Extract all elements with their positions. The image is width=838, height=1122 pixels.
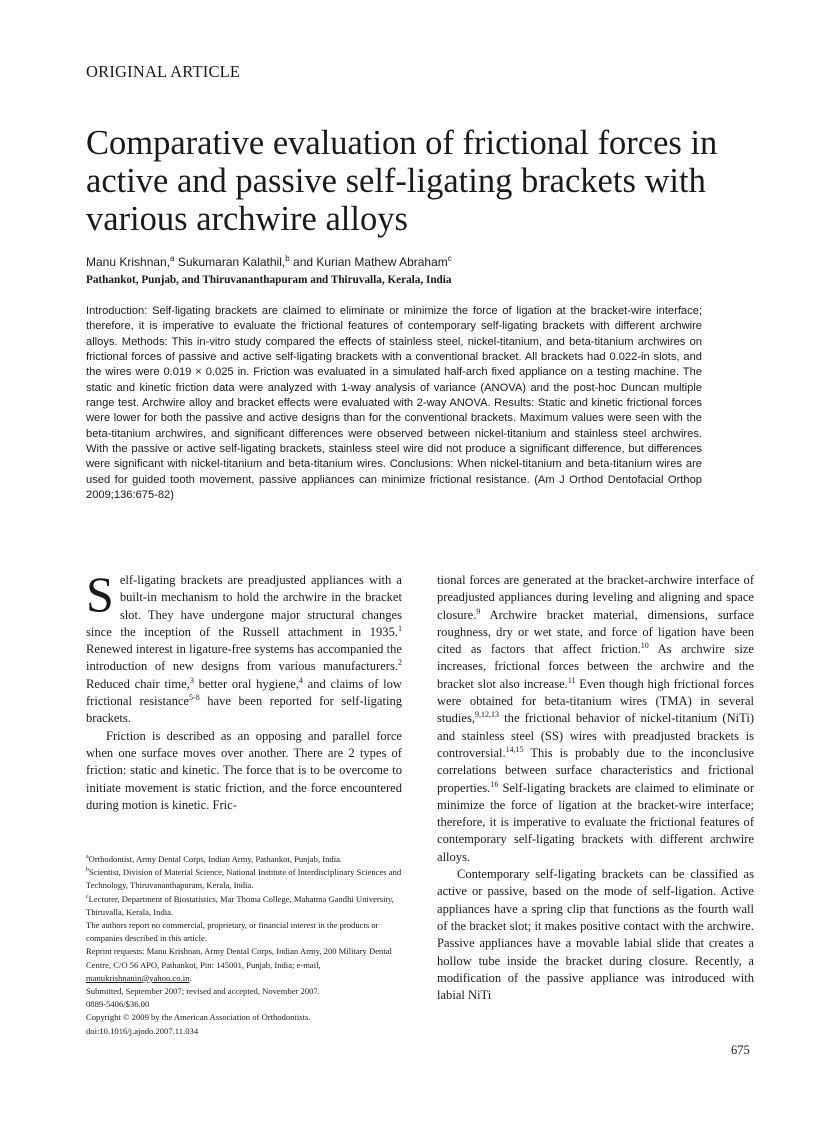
citation-ref: 3 — [189, 675, 194, 685]
reprint-text-end: . — [189, 972, 192, 983]
reprint-text: Reprint requests: Manu Krishnan, Army Dental Corps, Indian Army, 200 Military Dental Centre, C/O 56 APO, Pathankot, Pin: 145001, Punjab, India; e-mail, — [86, 946, 392, 970]
body-column-left — [86, 566, 402, 814]
issn-price: 0889-5406/$36.00 — [86, 999, 150, 1010]
page-number: 675 — [731, 1043, 750, 1057]
text-run: better oral hygiene, — [193, 676, 299, 691]
author-name: Sukumaran Kalathil, — [174, 255, 286, 269]
text-run: Friction is described as an opposing and parallel force when one surface moves over another. There are 2 types of friction: static and kinetic. The force that is to be overcome to initiate movement is static friction, and the force encountered during motion is kinetic. Fric- — [86, 728, 402, 812]
citation-ref: 9 — [476, 606, 481, 616]
citation-ref: 10 — [640, 641, 649, 651]
footnote-c — [86, 893, 404, 919]
affiliation-mark: b — [285, 254, 290, 263]
paragraph-friction — [86, 728, 402, 814]
citation-ref: 5-8 — [189, 693, 200, 703]
paragraph-continued — [437, 572, 754, 866]
citation-ref: 9,12,13 — [475, 710, 499, 720]
author-email-link[interactable]: manukrishnanin@yahoo.co.in — [86, 972, 190, 983]
footnote-mark: c — [86, 893, 89, 900]
footnote-text: Orthodontist, Army Dental Corps, Indian Army, Pathankot, Punjab, India. — [88, 854, 343, 864]
citation-ref: 2 — [398, 658, 402, 668]
text-run: the frictional behavior of nickel-titanium (NiTi) and stainless steel (SS) wires with preadjusted brackets is controversial. — [437, 711, 754, 760]
footnote-mark: a — [86, 854, 89, 860]
text-run: tional forces are generated at the bracket-archwire interface of preadjusted appliances during leveling and aligning and space closure. — [437, 573, 754, 622]
text-run: Reduced chair time, — [86, 676, 190, 691]
author-list — [86, 255, 452, 269]
doi-line: doi:10.1016/j.ajodo.2007.11.034 — [86, 1025, 199, 1036]
text-run: Contemporary self-ligating brackets can be classified as active or passive, based on the mode of self-ligation. Active appliances have a spring clip that functions as the fourth wall of the bracket slot; it makes positive contact with the archwire. Passive appliances have a movable labial slide that creates a hollow tube inside the bracket during closure. Recently, a modification of the passive appliance was introduced with labial NiTi — [437, 867, 754, 1003]
citation-ref: 4 — [298, 675, 303, 685]
text-run: Renewed interest in ligature-free systems has accompanied the introduction of new designs from various manufacturers. — [86, 642, 402, 674]
section-label: ORIGINAL ARTICLE — [86, 62, 241, 81]
citation-ref: 1 — [398, 623, 402, 633]
text-run: have been reported for self-ligating brackets. — [86, 694, 402, 726]
paragraph-intro — [86, 566, 402, 728]
author-name: and Kurian Mathew Abraham — [289, 255, 448, 269]
citation-ref: 14,15 — [505, 744, 524, 754]
paragraph-classification — [437, 866, 754, 1004]
affiliation-mark: a — [170, 254, 175, 263]
text-run: Archwire bracket material, dimensions, surface roughness, dry or wet state, and force of ligation have been cited as factors that affect friction. — [437, 607, 754, 657]
article-title: Comparative evaluation of frictional forces in active and passive self-ligating brackets with various archwire alloys — [86, 124, 718, 238]
footnote-b — [86, 866, 404, 892]
citation-ref: 11 — [567, 675, 576, 685]
disclosure-note: The authors report no commercial, proprietary, or financial interest in the products or companies described in this article. — [86, 920, 379, 944]
abstract: Introduction: Self-ligating brackets are claimed to eliminate or minimize the force of ligation at the bracket-wire interface; therefore, it is imperative to evaluate the frictional features of contemporary self-ligating brackets with different archwire alloys. Methods: This in-vitro study compared the effects of stainless steel, nickel-titanium, and beta-titanium archwires on frictional forces of passive and active self-ligating brackets with a conventional bracket. All brackets had 0.022-in slots, and the wires were 0.019 × 0.025 in. Friction was evaluated in a simulated half-arch fixed appliance on a testing machine. The static and kinetic friction data were analyzed with 1-way analysis of variance (ANOVA) and the post-hoc Duncan multiple range test. Archwire alloy and bracket effects were evaluated with 2-way ANOVA. Results: Static and kinetic frictional forces were lower for both the passive and active designs than for the conventional brackets. Maximum values were seen with the beta-titanium archwires, and significant differences were observed between nickel-titanium and stainless steel archwires. With the passive or active self-ligating brackets, stainless steel wire did not produce a significant difference, but differences were significant with nickel-titanium and beta-titanium wires. Conclusions: When nickel-titanium and beta-titanium wires are used for guided tooth movement, passive appliances can minimize frictional resistance. (Am J Orthod Dentofacial Orthop 2009;136:675-82) — [86, 305, 702, 502]
text-run: and claims of low frictional resistance — [86, 676, 402, 709]
affiliation-mark: c — [447, 254, 452, 263]
footnote-a — [86, 853, 404, 866]
footnotes — [86, 853, 404, 1038]
drop-cap: S — [86, 566, 114, 622]
copyright-line: Copyright © 2009 by the American Association of Orthodontists. — [86, 1012, 311, 1023]
text-run: As archwire size increases, frictional forces between the archwire and the bracket slot also increase. — [437, 642, 755, 691]
text-run: This is probably due to the inconclusive correlations between surface characteristics and frictional properties. — [437, 745, 754, 795]
text-run: elf-ligating brackets are preadjusted appliances with a built-in mechanism to hold the archwire in the bracket slot. They have undergone major structural changes since the inception of the Russell attachment in 1935. — [86, 573, 402, 639]
body-column-right — [437, 572, 754, 1004]
citation-ref: 16 — [490, 779, 499, 789]
reprint-requests — [86, 945, 404, 985]
footnote-mark: b — [86, 867, 89, 874]
text-run: Even though high frictional forces were obtained for beta-titanium wires (TMA) in several studies, — [437, 676, 754, 726]
footnote-text: Lecturer, Department of Biostatistics, Mar Thoma College, Mahatma Gandhi University, Thiruvalla, Kerala, India. — [86, 893, 394, 917]
footnote-text: Scientist, Division of Material Science, National Institute of Interdisciplinary Sciences and Technology, Thiruvananthapuram, Kerala, India. — [86, 867, 402, 891]
author-name: Manu Krishnan, — [86, 255, 171, 269]
submission-dates: Submitted, September 2007; revised and accepted, November 2007. — [86, 986, 320, 997]
text-run: Self-ligating brackets are claimed to eliminate or minimize the force of ligation at the bracket-wire interface; therefore, it is imperative to evaluate the frictional features of contemporary self-ligating brackets with different archwire alloys. — [437, 780, 754, 864]
author-affiliation: Pathankot, Punjab, and Thiruvananthapuram and Thiruvalla, Kerala, India — [86, 274, 452, 286]
